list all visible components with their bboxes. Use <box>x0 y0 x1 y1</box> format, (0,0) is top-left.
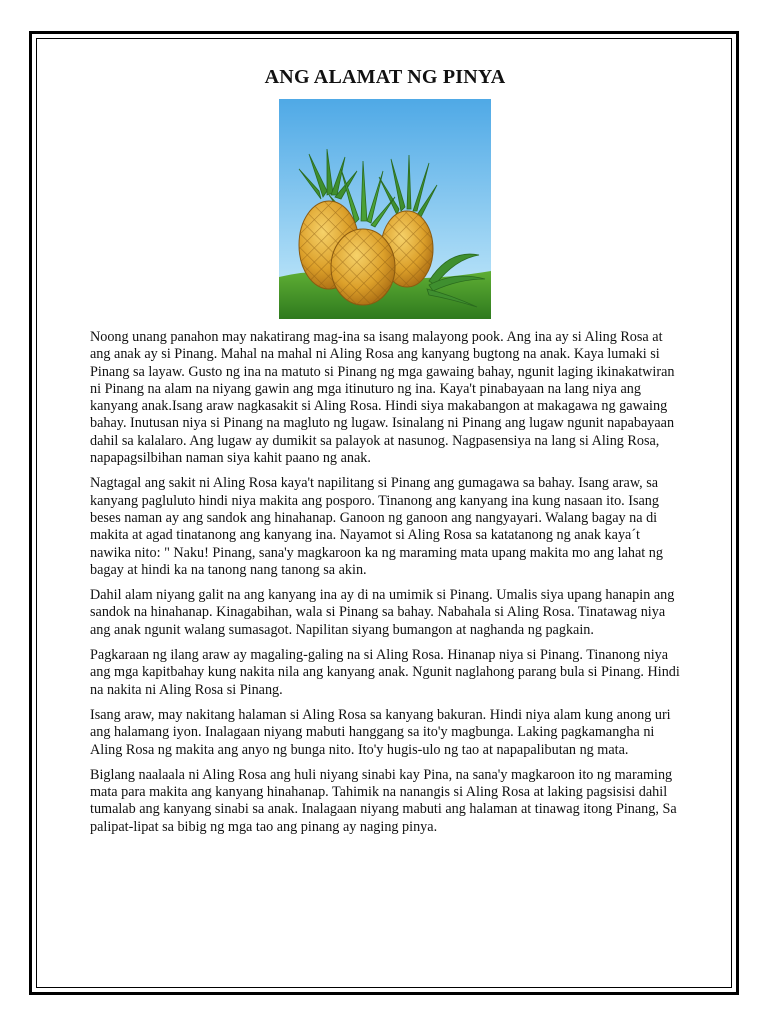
paragraph-3: Dahil alam niyang galit na ang kanyang ina ay di na umimik si Pinang. Umalis siya upang hanapin ang sandok na hinahanap. Kinagabihan, wala si Pinang sa bahay. Nabahala si Aling Rosa. Tinatawag niya ang anak ngunit walang sumasagot. Napilitan siyang bumangon at naghanda ng pagkain. <box>90 587 675 638</box>
paragraph-5: Isang araw, may nakitang halaman si Aling Rosa sa kanyang bakuran. Hindi niya alam kung anong uri ang halamang iyon. Inalagaan niyang mabuti hanggang sa ito'y magbunga. Laking pagkamangha ni Aling Rosa ng makita ang anyo ng bunga nito. Ito'y hugis-ulo ng tao at napapalibutan ng mata. <box>90 706 671 758</box>
paragraph-1: Noong unang panahon may nakatirang mag-ina sa isang malayong pook. Ang ina ay si Aling Rosa at ang anak ay si Pinang. Mahal na mahal ni Aling Rosa ang kanyang bugtong na anak. Kaya lumaki si Pinang sa layaw. Gusto ng ina na matuto si Pinang ng mga gawaing bahay, ngunit laging ikinakatwiran ni Pinang na alam na niyang gawin ang mga itinuturo ng ina. Kaya't pinabayaan na lang niya ang kanyang anak.Isang araw nagkasakit si Aling Rosa. Hindi siya makabangon at makagawa ng gawaing bahay. Inutusan niya si Pinang na magluto ng lugaw. Isinalang ni Pinang ang lugaw ngunit napabayaan dahil sa kalalaro. Ang lugaw ay dumikit sa palayok at nasunog. Nagpasensiya na lang si Aling Rosa, napapagsilbihan naman siya kahit paano ng anak. <box>90 329 675 467</box>
story-body <box>90 329 680 836</box>
paragraph-6: Biglang naalaala ni Aling Rosa ang huli niyang sinabi kay Pina, na sana'y magkaroon ito ng maraming mata para makita ang kanyang hinahanap. Tahimik na nanangis si Aling Rosa at laking pagsisisi dahil tumalab ang kanyang sinabi sa anak. Inalagaan niyang mabuti ang halaman at tinawag itong Pinang, Sa palipat-lipat sa bibig ng mga tao ang pinang ay naging pinya. <box>90 766 677 835</box>
pineapple-illustration <box>279 99 491 319</box>
document-title: ANG ALAMAT NG PINYA <box>264 66 506 88</box>
document-page <box>90 62 680 844</box>
paragraph-4: Pagkaraan ng ilang araw ay magaling-galing na si Aling Rosa. Hinanap niya si Pinang. Tinanong niya ang mga kapitbahay kung nakita nila ang kanyang anak. Ngunit naglahong parang bula si Pinang. Hindi na nakita ni Aling Rosa si Pinang. <box>90 647 680 698</box>
paragraph-2: Nagtagal ang sakit ni Aling Rosa kaya't napilitang si Pinang ang gumagawa sa bahay. Isang araw, sa kanyang pagluluto hindi niya makita ang posporo. Tinanong ang kanyang ina kung nasaan ito. Isang beses naman ay ang sandok ang hinahanap. Ganoon ng ganoon ang nangyayari. Walang bagay na di makita at agad tinatanong ang kanyang ina. Nayamot si Aling Rosa sa katatanong ng anak kaya´t nawika nito: " Naku! Pinang, sana'y magkaroon ka ng maraming mata upang makita mo ang lahat ng bagay at hindi ka na tanong nang tanong sa akin. <box>90 475 663 578</box>
